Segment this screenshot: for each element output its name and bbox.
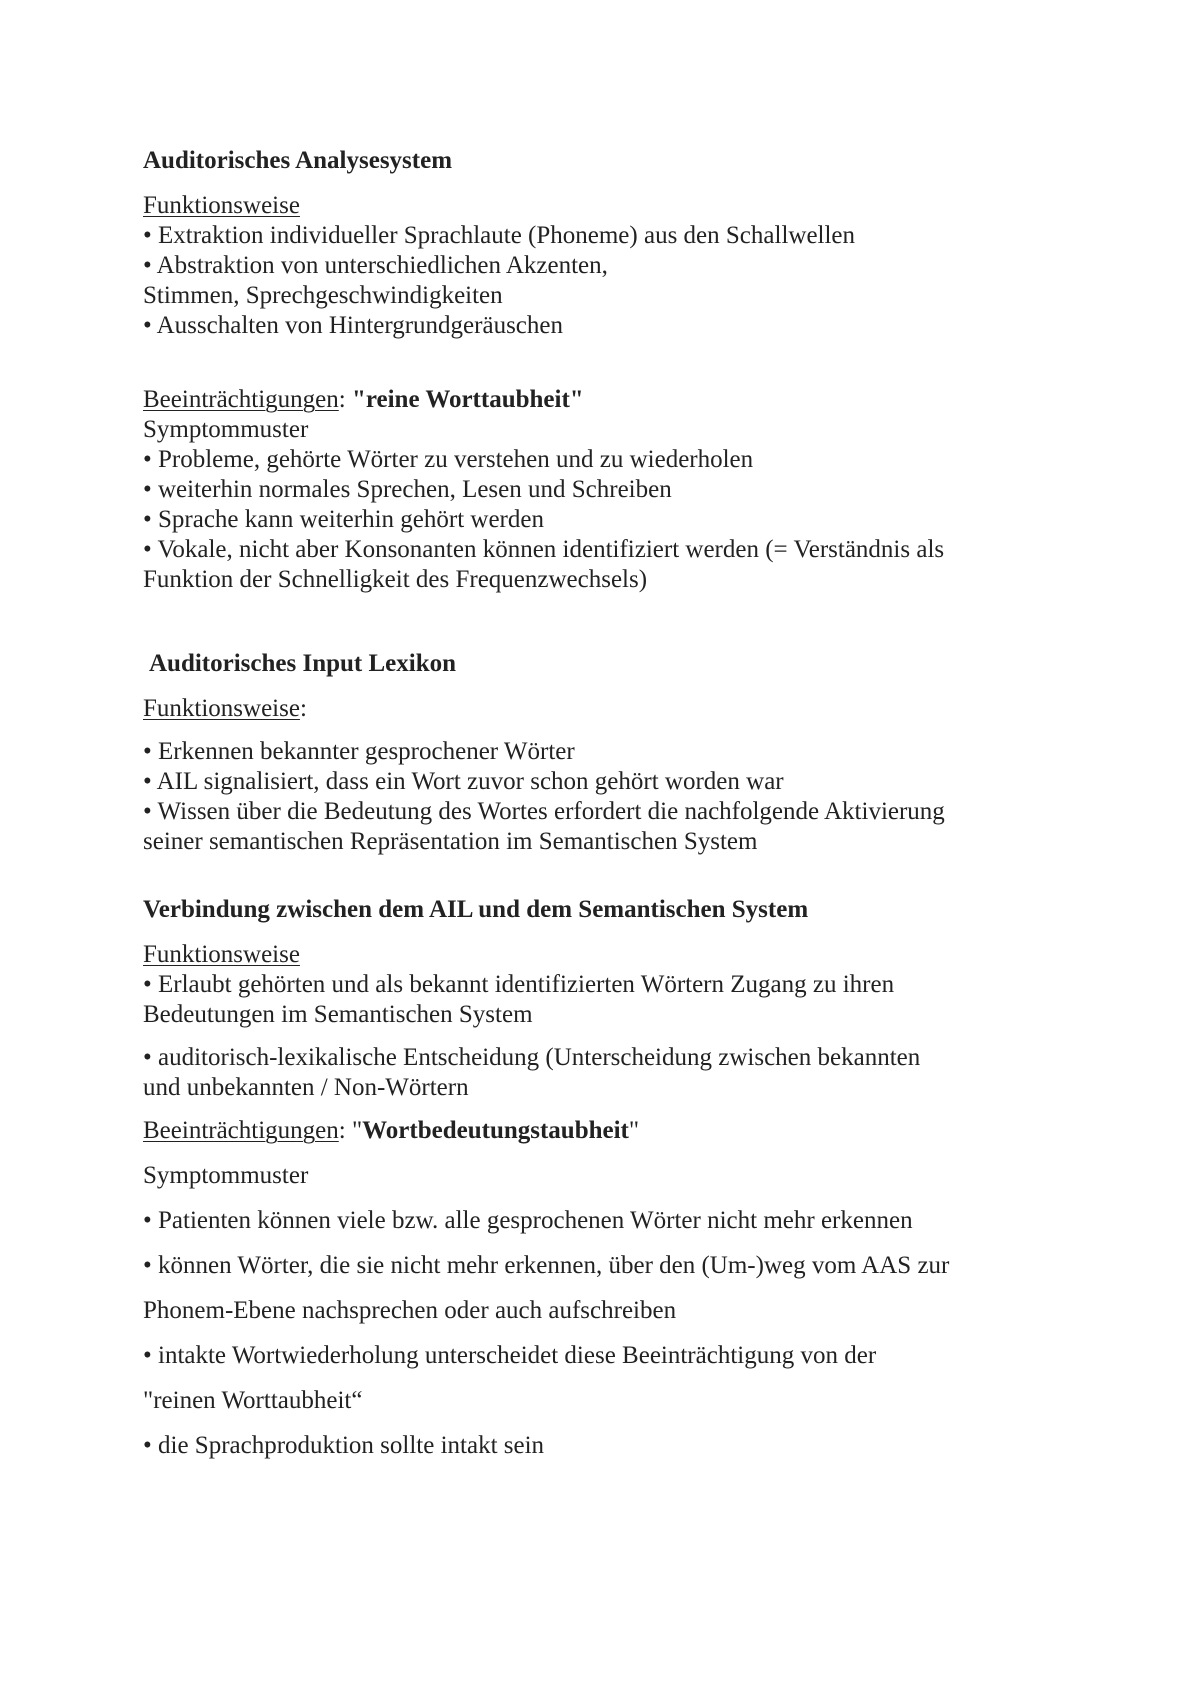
section-title-aas: Auditorisches Analysesystem [143, 147, 453, 174]
impairment-end-quote: " [628, 1117, 640, 1144]
list-item: und unbekannten / Non-Wörtern [143, 1074, 469, 1101]
impairment-line-link [143, 1116, 639, 1146]
section-title-ail: Auditorisches Input Lexikon [149, 650, 457, 677]
list-item: • Wissen über die Bedeutung des Wortes erfordert die nachfolgende Aktivierung [143, 798, 945, 825]
function-label-aas: Funktionsweise [143, 192, 300, 219]
impairment-name: Wortbedeutungstaubheit [362, 1117, 629, 1144]
impairment-separator: : [338, 386, 352, 413]
list-item: • Erkennen bekannter gesprochener Wörter [143, 738, 575, 765]
list-item: • Erlaubt gehörten und als bekannt identifizierten Wörtern Zugang zu ihren [143, 971, 895, 998]
impairment-label: Beeinträchtigungen [143, 386, 339, 413]
function-label-line-ail [143, 694, 307, 724]
list-item: Funktion der Schnelligkeit des Frequenzwechsels) [143, 566, 648, 593]
impairment-line-aas [143, 385, 584, 415]
list-item: seiner semantischen Repräsentation im Semantischen System [143, 828, 758, 855]
impairment-label: Beeinträchtigungen [143, 1117, 339, 1144]
list-item: • Ausschalten von Hintergrundgeräuschen [143, 312, 563, 339]
list-item: • Sprache kann weiterhin gehört werden [143, 506, 544, 533]
function-label-ail: Funktionsweise [143, 695, 300, 722]
impairment-separator: : " [338, 1117, 363, 1144]
list-item: Stimmen, Sprechgeschwindigkeiten [143, 282, 503, 309]
list-item: • Probleme, gehörte Wörter zu verstehen und zu wiederholen [143, 446, 754, 473]
list-item: • weiterhin normales Sprechen, Lesen und Schreiben [143, 476, 672, 503]
list-item: • die Sprachproduktion sollte intakt sein [143, 1432, 545, 1459]
list-item: • Extraktion individueller Sprachlaute (Phoneme) aus den Schallwellen [143, 222, 856, 249]
list-item: • Abstraktion von unterschiedlichen Akzenten, [143, 252, 608, 279]
list-item: Phonem-Ebene nachsprechen oder auch aufschreiben [143, 1297, 677, 1324]
function-label-link: Funktionsweise [143, 941, 300, 968]
list-item: • Patienten können viele bzw. alle gesprochenen Wörter nicht mehr erkennen [143, 1207, 913, 1234]
impairment-name: "reine Worttaubheit" [351, 386, 584, 413]
function-colon: : [299, 695, 307, 722]
list-item: Bedeutungen im Semantischen System [143, 1001, 533, 1028]
list-item: "reinen Worttaubheit“ [143, 1387, 363, 1414]
symptom-label-aas: Symptommuster [143, 416, 309, 443]
list-item: • intakte Wortwiederholung unterscheidet diese Beeinträchtigung von der [143, 1342, 877, 1369]
list-item: • können Wörter, die sie nicht mehr erkennen, über den (Um-)weg vom AAS zur [143, 1252, 950, 1279]
list-item: • auditorisch-lexikalische Entscheidung (Unterscheidung zwischen bekannten [143, 1044, 921, 1071]
list-item: • AIL signalisiert, dass ein Wort zuvor schon gehört worden war [143, 768, 784, 795]
section-title-link: Verbindung zwischen dem AIL und dem Semantischen System [143, 896, 809, 923]
symptom-label-link: Symptommuster [143, 1162, 309, 1189]
list-item: • Vokale, nicht aber Konsonanten können identifiziert werden (= Verständnis als [143, 536, 945, 563]
